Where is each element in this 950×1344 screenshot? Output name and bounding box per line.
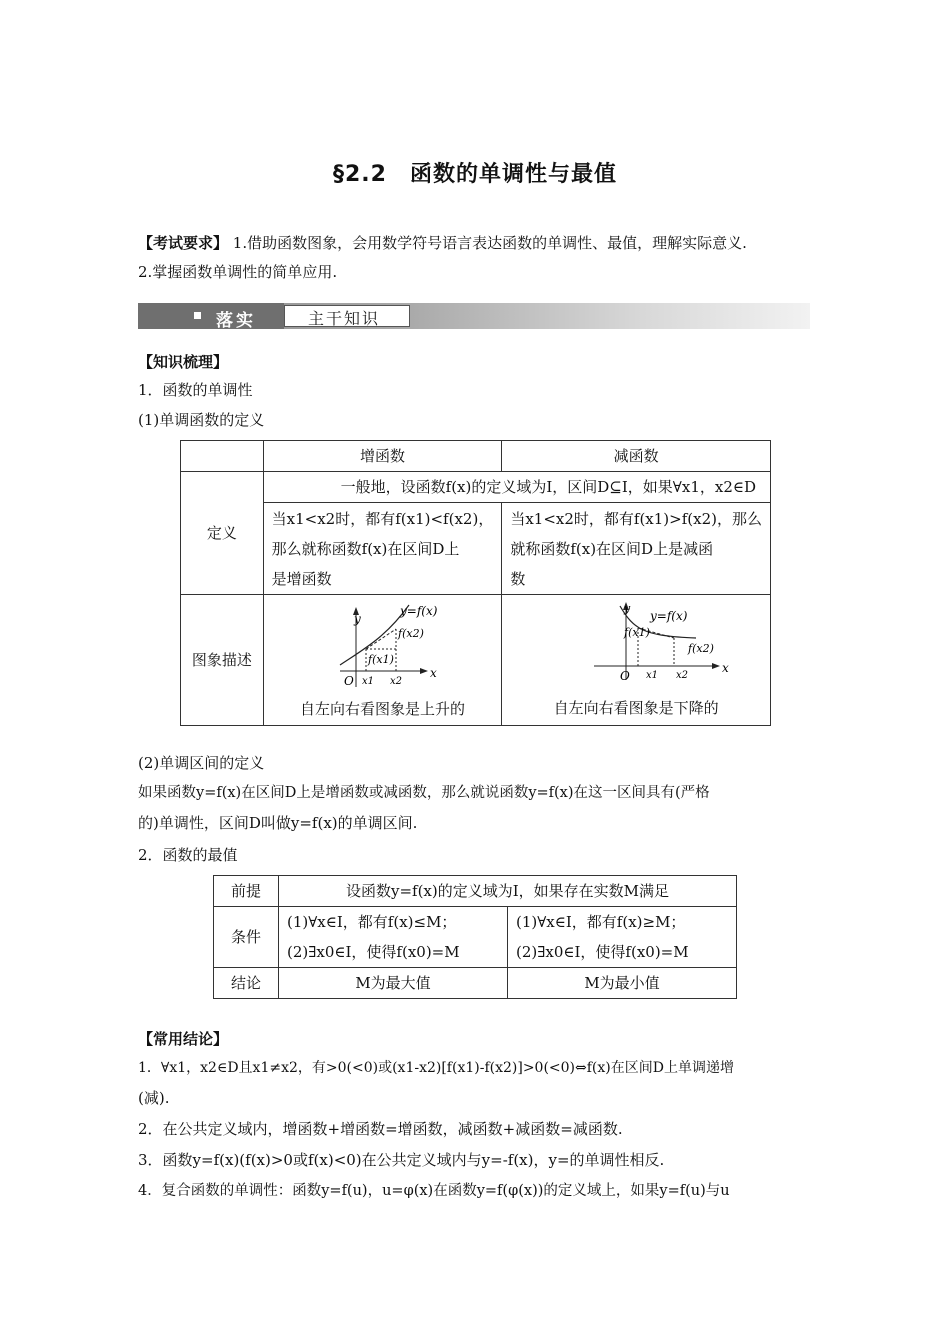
common-3: 3．函数y=f(x)(f(x)>0或f(x)<0)在公共定义域内与y=-f(x)，y=的单调性相反.: [138, 1151, 665, 1169]
min-condition-2: (2)∃x0∈I，使得f(x0)=M: [516, 943, 689, 961]
dec-origin-label: O: [620, 669, 630, 683]
knowledge-sub-1: (1)单调函数的定义: [138, 411, 265, 429]
dec-def-line-3: 数: [510, 569, 526, 588]
sub2-line-2: 的)单调性，区间D叫做y=f(x)的单调区间.: [138, 814, 418, 832]
dec-y-label: y: [624, 602, 631, 615]
dec-x-arrow-icon: [712, 663, 720, 669]
knowledge-sub-2: (2)单调区间的定义: [138, 754, 265, 772]
dec-x-label: x: [722, 661, 729, 675]
table1-row-definition: 定义: [181, 472, 264, 595]
table2-premise: 设函数y=f(x)的定义域为I，如果存在实数M满足: [279, 876, 737, 907]
banner-dark-block: [138, 303, 284, 329]
requirements-text-1: 1.借助函数图象，会用数学符号语言表达函数的单调性、最值，理解实际意义.: [232, 234, 747, 252]
table1-header-decreasing: 减函数: [502, 441, 771, 472]
requirements-label: 【考试要求】: [138, 234, 229, 252]
inc-graph-caption: 自左向右看图象是上升的: [299, 700, 465, 718]
increasing-graph-cell: [263, 595, 502, 726]
inc-def-line-3: 是增函数: [271, 569, 332, 588]
table2-premise-label: 前提: [214, 876, 279, 907]
common-2: 2．在公共定义域内，增函数+增函数=增函数，减函数+减函数=减函数.: [138, 1120, 623, 1138]
table1-increasing-definition: [263, 503, 502, 595]
table1-decreasing-definition: [502, 503, 771, 595]
banner-right-label: 主干知识: [308, 309, 381, 328]
knowledge-heading: 【知识梳理】: [138, 353, 229, 371]
table1-row-graph: 图象描述: [181, 595, 264, 726]
dec-fn-label: y=f(x): [650, 609, 688, 623]
dec-fx2-label: f(x2): [688, 642, 715, 655]
inc-origin-label: O: [344, 674, 355, 688]
decreasing-graph-cell: [502, 595, 771, 726]
page-title: §2.2 函数的单调性与最值: [333, 162, 617, 187]
table2-max-conditions: [279, 907, 508, 968]
common-heading: 【常用结论】: [138, 1030, 229, 1048]
max-condition-2: (2)∃x0∈I，使得f(x0)=M: [287, 943, 460, 961]
dec-x2-label: x2: [676, 670, 689, 681]
inc-fx1-label: f(x1): [368, 653, 395, 666]
max-condition-1: (1)∀x∈I，都有f(x)≤M；: [287, 913, 457, 931]
inc-secant: [366, 629, 396, 649]
knowledge-item-1: 1．函数的单调性: [138, 381, 253, 399]
dec-fx1-label: f(x1): [624, 626, 651, 639]
banner-square-icon: [194, 312, 201, 319]
table1-header-increasing: 增函数: [263, 441, 502, 472]
banner-left-label: 落实: [216, 311, 256, 331]
dec-def-line-2: 就称函数f(x)在区间D上是减函: [510, 539, 714, 558]
extremum-table: [213, 875, 737, 999]
dec-x1-label: x1: [646, 670, 659, 681]
inc-fx2-label: f(x2): [398, 627, 425, 640]
table2-conclusion-label: 结论: [214, 968, 279, 999]
dec-graph-caption: 自左向右看图象是下降的: [553, 699, 719, 717]
inc-x-arrow-icon: [420, 668, 428, 674]
decreasing-function-graph: [516, 600, 756, 686]
table2-min-conditions: [508, 907, 737, 968]
section-banner: [138, 303, 810, 329]
increasing-function-graph: [274, 601, 490, 693]
inc-x-label: x: [430, 666, 438, 680]
table2-condition-label: 条件: [214, 907, 279, 968]
table2-max-conclusion: M为最大值: [279, 968, 508, 999]
inc-x1-label: x1: [362, 676, 375, 687]
inc-fn-label: y=f(x): [400, 604, 438, 618]
inc-y-label: y: [354, 612, 362, 626]
monotonic-definition-table: [180, 440, 771, 726]
knowledge-item-2: 2．函数的最值: [138, 846, 238, 864]
inc-x2-label: x2: [390, 676, 403, 687]
table2-min-conclusion: M为最小值: [508, 968, 737, 999]
common-1-line-1: 1．∀x1，x2∈D且x1≠x2，有>0(<0)或(x1-x2)[f(x1)-f(x2)]>0(<0)⇔f(x)在区间D上单调递增: [138, 1060, 734, 1076]
common-1-line-2: (减).: [138, 1089, 170, 1107]
inc-def-line-2: 那么就称函数f(x)在区间D上: [271, 539, 460, 558]
min-condition-1: (1)∀x∈I，都有f(x)≥M；: [516, 913, 686, 931]
requirements-line-2: 2.掌握函数单调性的简单应用.: [138, 263, 338, 281]
table1-general-condition: 一般地，设函数f(x)的定义域为I，区间D⊆I，如果∀x1，x2∈D: [263, 472, 770, 503]
sub2-line-1: 如果函数y=f(x)在区间D上是增函数或减函数，那么就说函数y=f(x)在这一区间具有(严格: [138, 785, 710, 801]
inc-def-line-1: 当x1<x2时，都有f(x1)<f(x2)，: [271, 509, 494, 528]
requirements-line-1: [138, 232, 814, 254]
common-4: 4．复合函数的单调性：函数y=f(u)，u=φ(x)在函数y=f(φ(x))的定义域上，如果y=f(u)与u: [138, 1183, 730, 1199]
dec-def-line-1: 当x1<x2时，都有f(x1)>f(x2)，那么: [510, 509, 762, 528]
table1-corner: [181, 441, 264, 472]
